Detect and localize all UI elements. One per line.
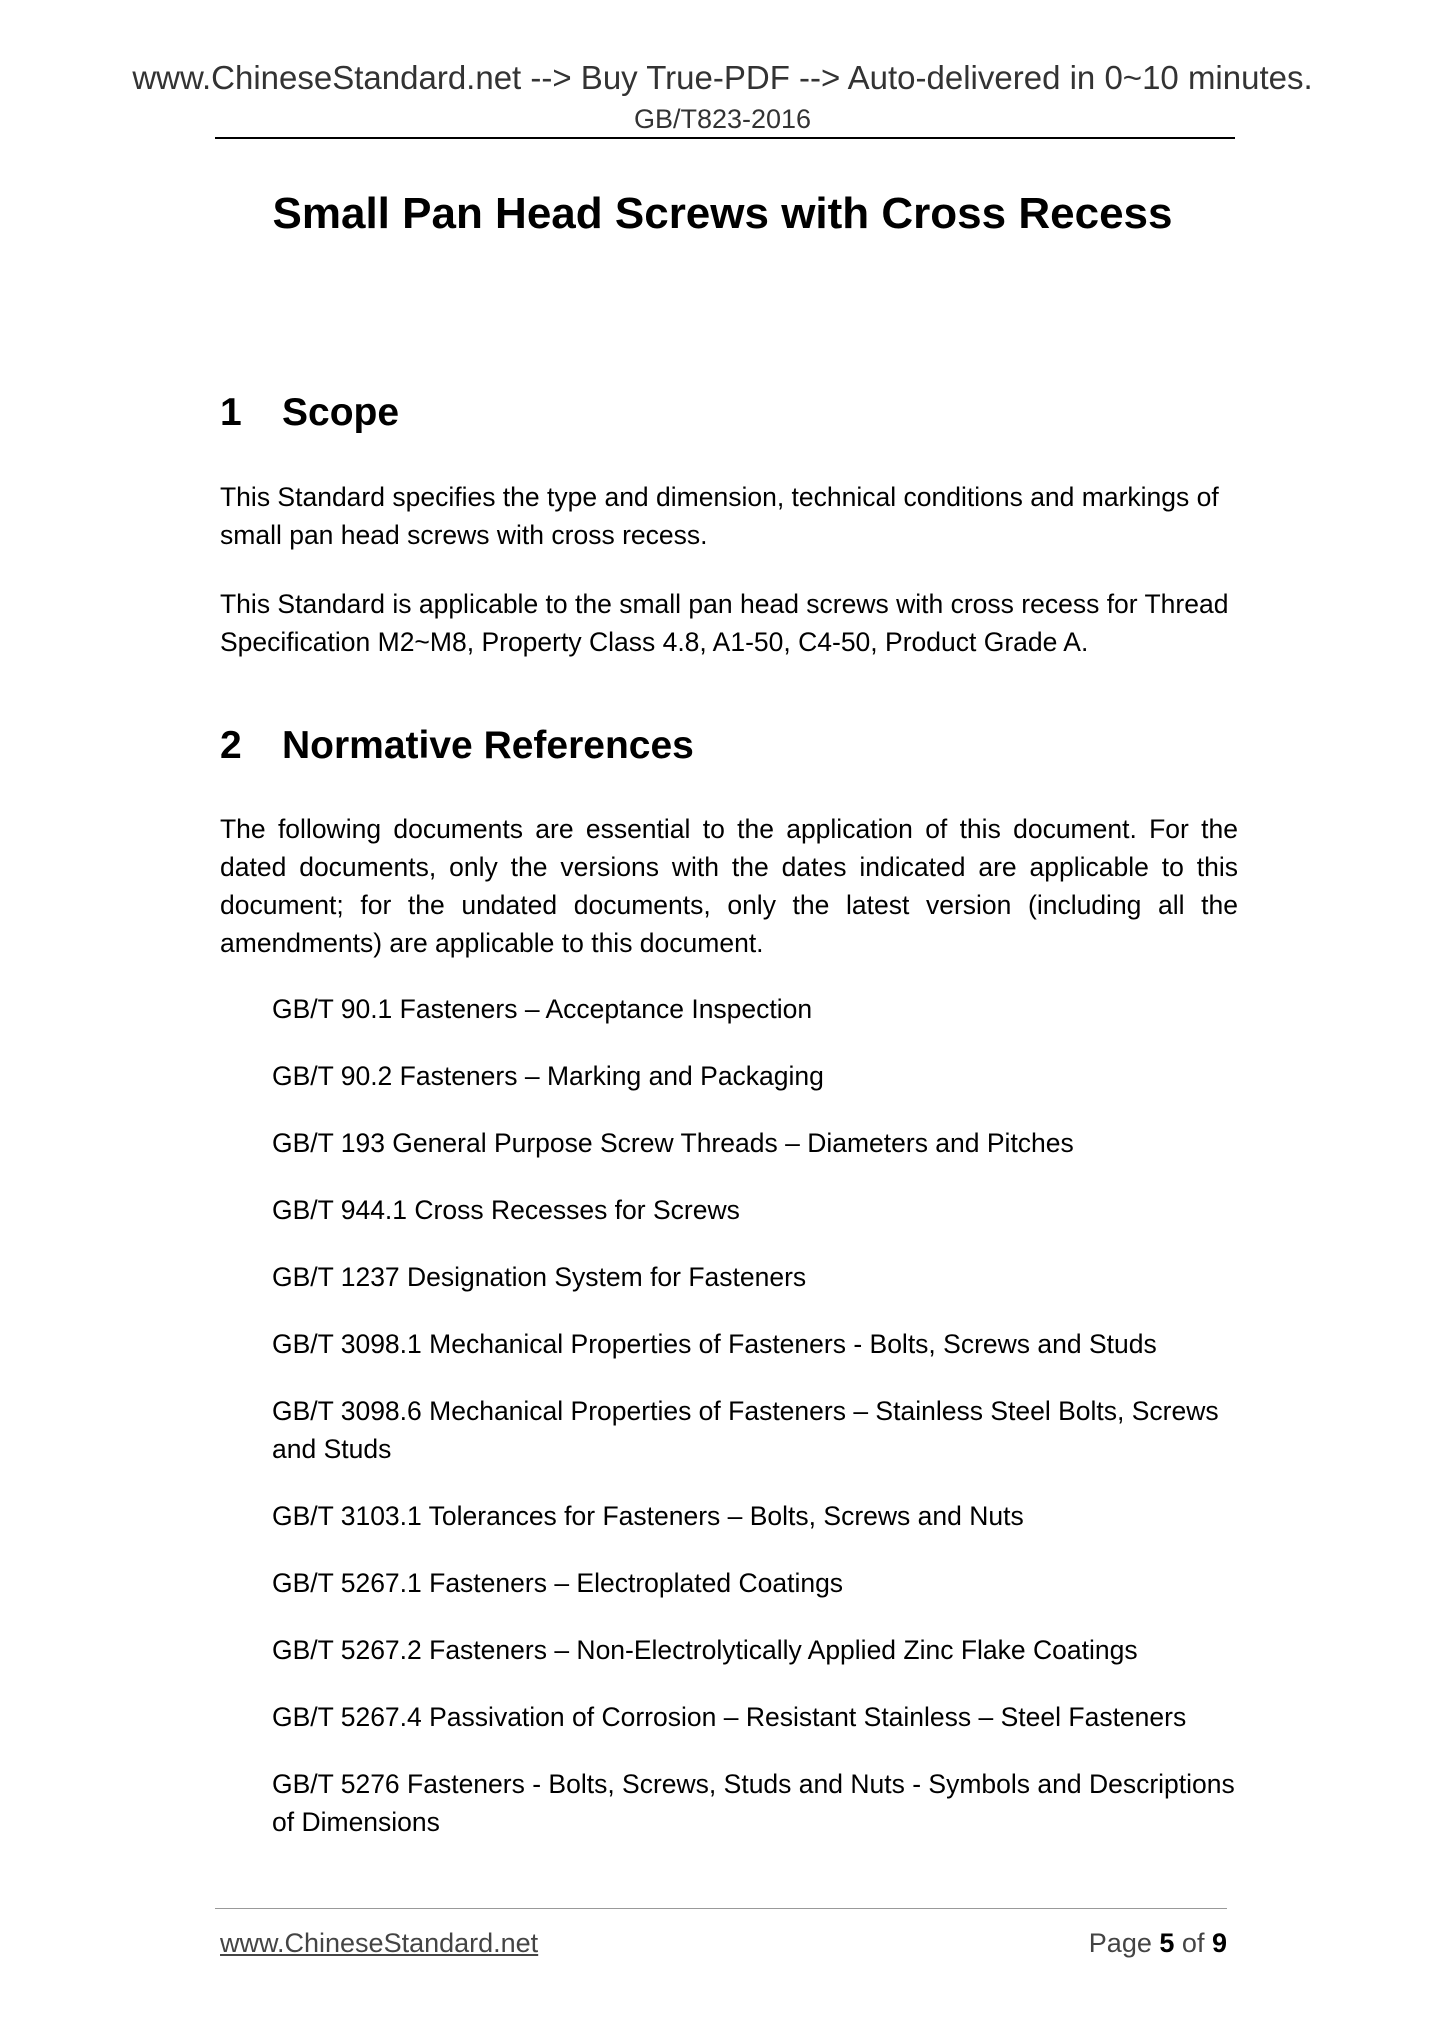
reference-item: GB/T 1237 Designation System for Fasteners [272,1262,807,1292]
normative-references-list [272,990,1242,1870]
reference-item: GB/T 90.2 Fasteners – Marking and Packaging [272,1061,824,1091]
scope-paragraph-1: This Standard specifies the type and dimension, technical conditions and markings of small pan head screws with cross recess. [220,482,1219,550]
reference-item: GB/T 193 General Purpose Screw Threads – Diameters and Pitches [272,1128,1074,1158]
page-total: 9 [1211,1928,1227,1958]
reference-item: GB/T 3103.1 Tolerances for Fasteners – Bolts, Screws and Nuts [272,1501,1024,1531]
section-1-heading [220,390,399,436]
references-intro-paragraph: The following documents are essential to the application of this document. For the dated documents, only the versions with the dates indicated are applicable to this document; for the undated documents, only the latest version (including all the amendments) are applicable to this document. [220,814,1238,958]
reference-item: GB/T 944.1 Cross Recesses for Screws [272,1195,740,1225]
reference-item: GB/T 5267.4 Passivation of Corrosion – Resistant Stainless – Steel Fasteners [272,1702,1187,1732]
reference-item: GB/T 5276 Fasteners - Bolts, Screws, Studs and Nuts - Symbols and Descriptions of Dimensions [272,1769,1235,1837]
reference-item: GB/T 3098.1 Mechanical Properties of Fasteners - Bolts, Screws and Studs [272,1329,1157,1359]
header-divider [215,137,1235,139]
section-2-title: Normative References [282,724,694,767]
section-2-number: 2 [220,724,242,767]
reference-item: GB/T 5267.1 Fasteners – Electroplated Coatings [272,1568,844,1598]
page-current: 5 [1159,1928,1175,1958]
footer-divider [215,1908,1227,1909]
section-2-heading [220,723,694,769]
document-code: GB/T823-2016 [633,104,812,134]
reference-item: GB/T 3098.6 Mechanical Properties of Fasteners – Stainless Steel Bolts, Screws and Studs [272,1396,1219,1464]
reference-item: GB/T 90.1 Fasteners – Acceptance Inspection [272,994,813,1024]
page-of: of [1181,1928,1205,1958]
page-number [1089,1926,1227,1960]
top-banner-link[interactable]: www.ChineseStandard.net --> Buy True-PDF --> Auto-delivered in 0~10 minutes. [132,59,1313,96]
scope-paragraph-2: This Standard is applicable to the small pan head screws with cross recess for Thread Specification M2~M8, Property Class 4.8, A1-50, C4-50, Product Grade A. [220,589,1229,657]
reference-item: GB/T 5267.2 Fasteners – Non-Electrolytically Applied Zinc Flake Coatings [272,1635,1138,1665]
page-prefix: Page [1088,1928,1152,1958]
footer-website-link[interactable]: www.ChineseStandard.net [220,1928,539,1958]
page-title: Small Pan Head Screws with Cross Recess [272,189,1173,238]
section-1-number: 1 [220,391,242,434]
section-1-title: Scope [282,391,400,434]
